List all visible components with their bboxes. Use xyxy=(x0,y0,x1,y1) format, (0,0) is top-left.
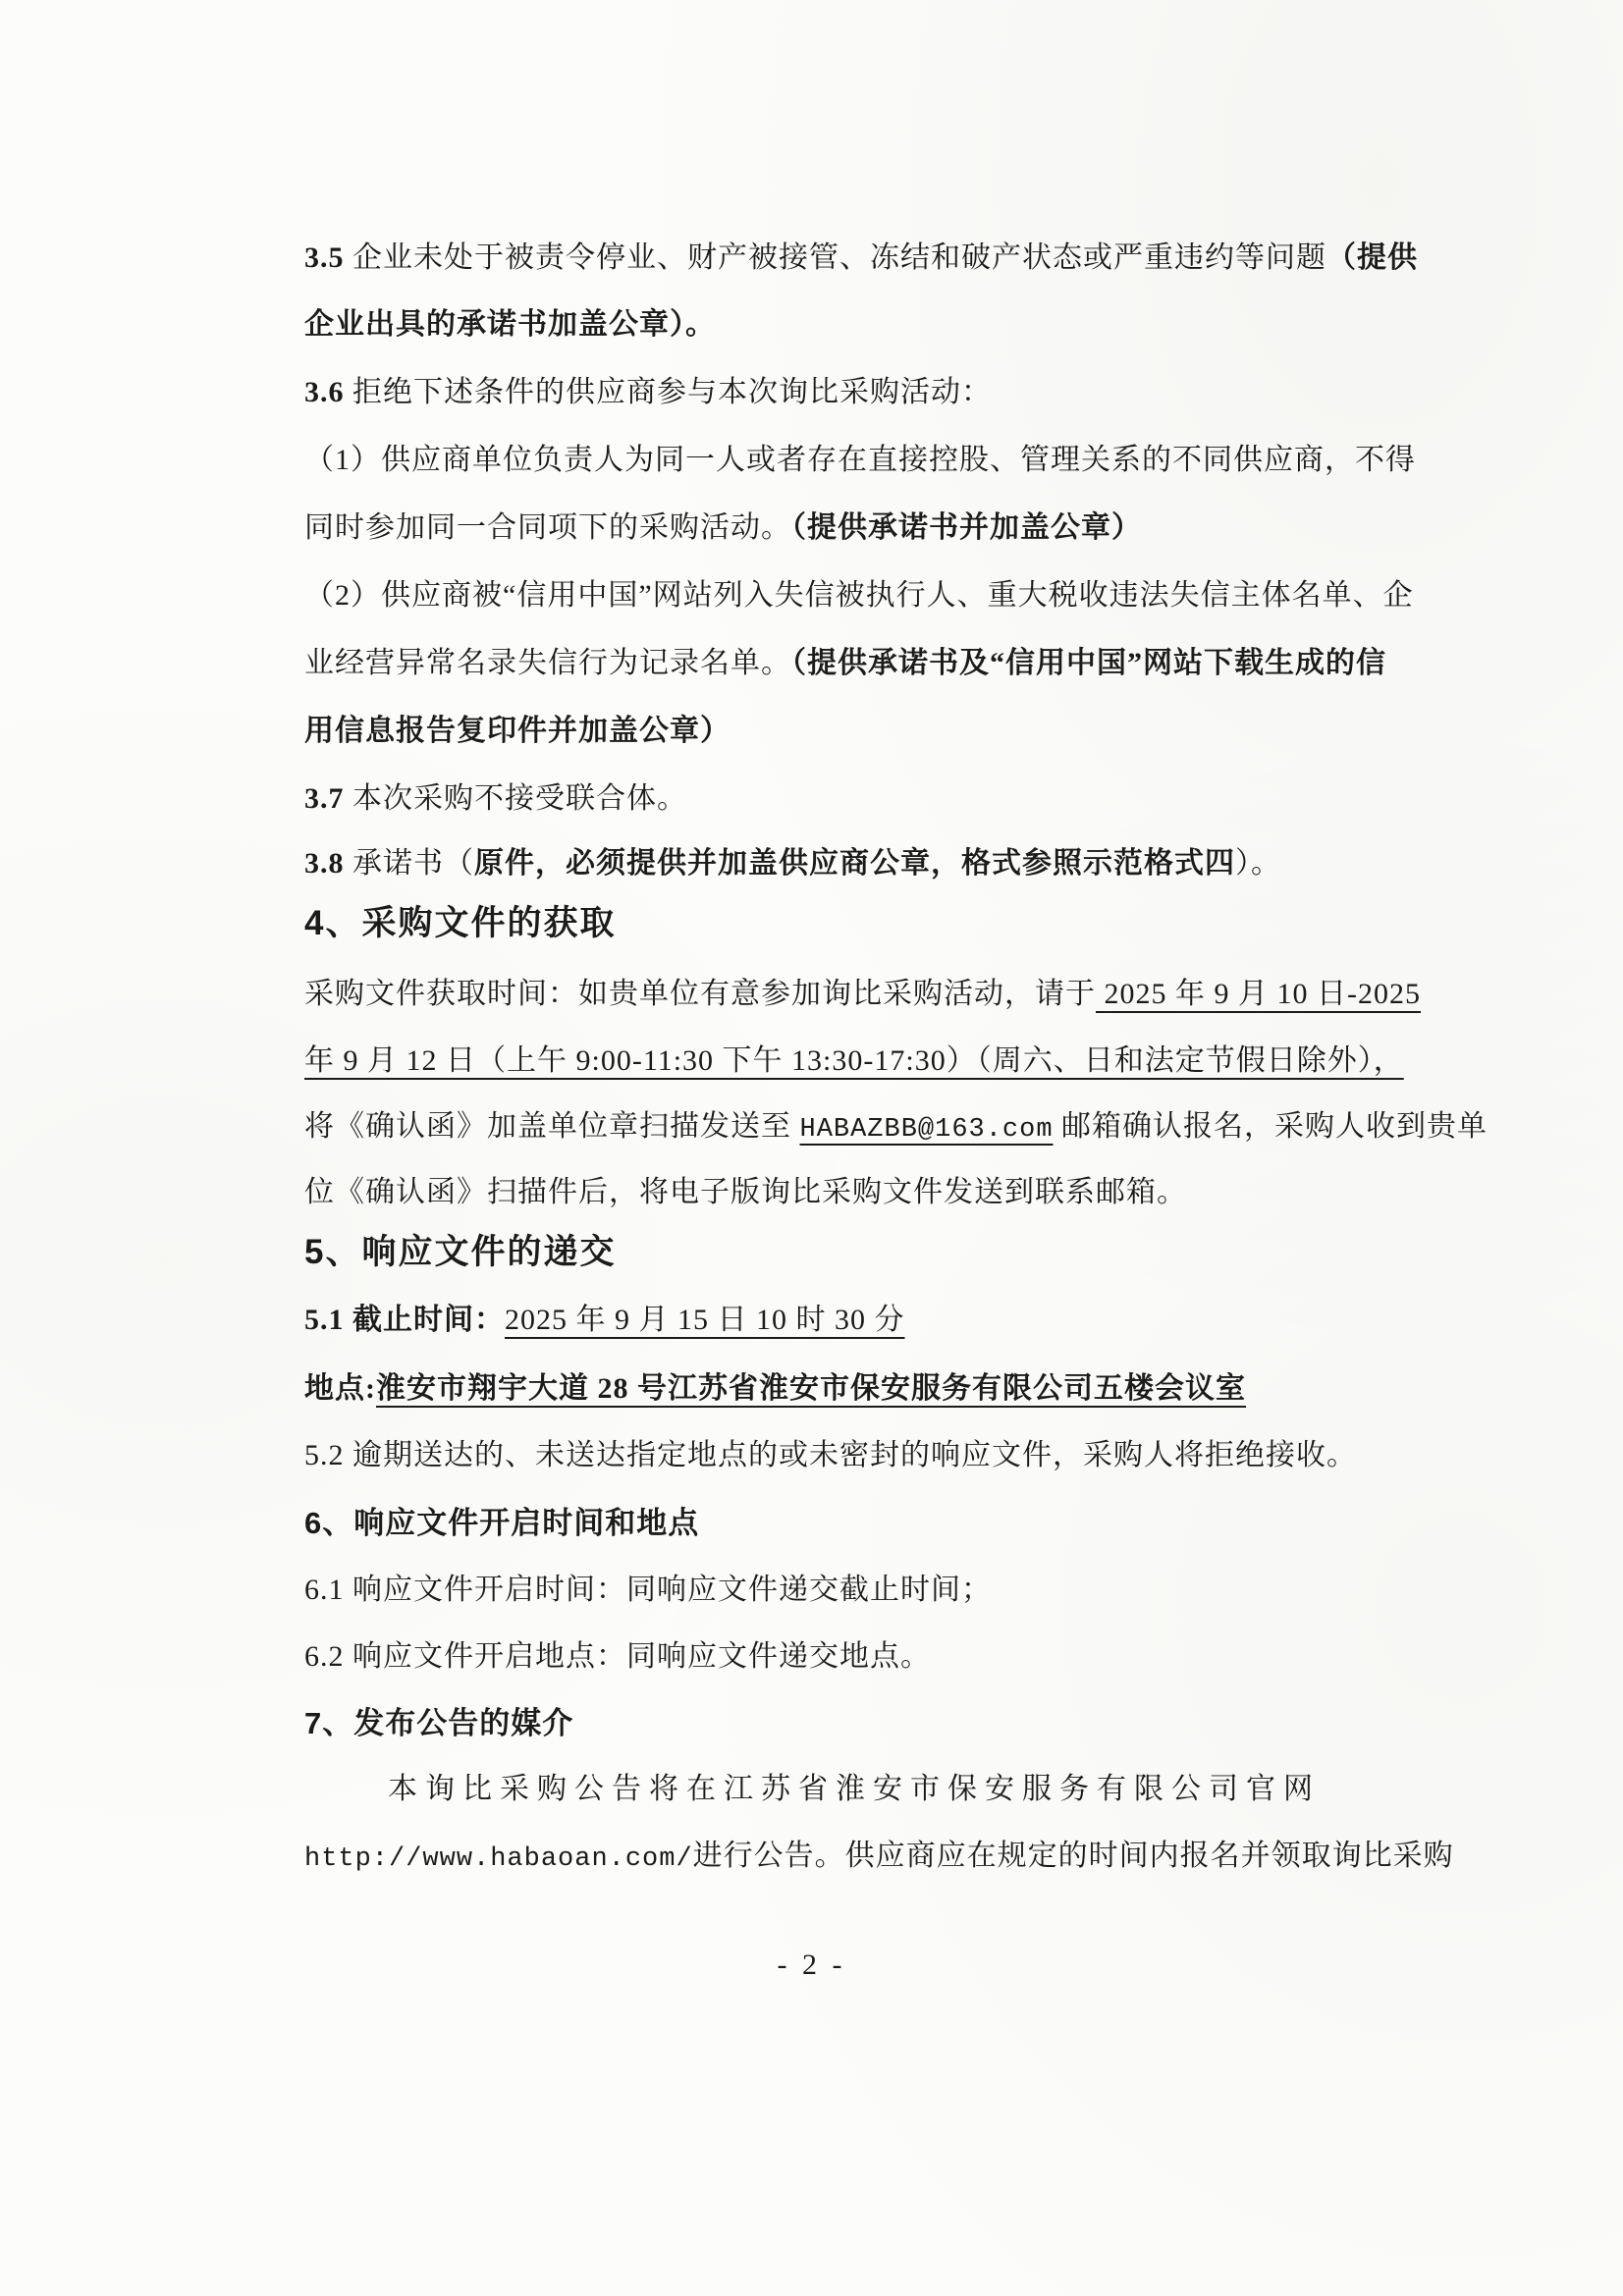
text-segment: ）。 xyxy=(1235,847,1281,880)
text-segment: 6.1 响应文件开启时间：同响应文件递交截止时间； xyxy=(304,1574,992,1606)
clause-3-6-item-2-line-3 xyxy=(304,709,730,754)
text-segment: （提供 xyxy=(1326,241,1418,274)
text-segment: 3.5 xyxy=(304,241,352,274)
text-segment: 地点: xyxy=(304,1372,376,1405)
clause-6-2 xyxy=(304,1634,931,1680)
section-7-line-2 xyxy=(304,1834,1454,1882)
text-segment: 进行公告。供应商应在规定的时间内报名并领取询比采购 xyxy=(692,1840,1454,1872)
text-segment: 将《确认函》加盖单位章扫描发送至 xyxy=(304,1110,800,1143)
clause-5-1-location xyxy=(304,1366,1246,1412)
clause-3-6 xyxy=(304,370,992,415)
text-segment: 企业出具的承诺书加盖公章）。 xyxy=(304,308,716,341)
clause-3-5-line-1 xyxy=(304,236,1418,281)
text-segment: 2025 年 9 月 15 日 10 时 30 分 xyxy=(505,1304,905,1336)
text-segment: 采购文件获取时间：如贵单位有意参加询比采购活动，请于 xyxy=(304,978,1096,1010)
text-segment: 7、发布公告的媒介 xyxy=(304,1706,574,1740)
text-segment: 5.1 xyxy=(304,1304,352,1336)
section-4-line-2 xyxy=(304,1039,1404,1084)
text-segment: 2025 年 9 月 10 日-2025 xyxy=(1096,978,1421,1010)
text-segment: （提供承诺书及“信用中国”网站下载生成的信 xyxy=(791,647,1386,679)
text-segment: 拒绝下述条件的供应商参与本次询比采购活动： xyxy=(352,376,992,408)
section-7-line-1 xyxy=(388,1767,1321,1812)
clause-3-6-item-1-line-1 xyxy=(304,438,1416,483)
text-segment: 3.8 xyxy=(304,847,352,880)
text-segment: 3.6 xyxy=(304,376,352,408)
text-segment: （提供承诺书并加盖公章） xyxy=(791,511,1142,544)
clause-5-1 xyxy=(304,1298,905,1343)
text-segment: 5.2 逾期送达的、未送达指定地点的或未密封的响应文件，采购人将拒绝接收。 xyxy=(304,1439,1357,1471)
text-segment: 承诺书（ xyxy=(352,847,474,880)
text-segment: 本次采购不接受联合体。 xyxy=(352,782,687,815)
text-segment: 位《确认函》扫描件后，将电子版询比采购文件发送到联系邮箱。 xyxy=(304,1176,1187,1208)
section-4-line-4 xyxy=(304,1170,1187,1215)
text-segment: 用信息报告复印件并加盖公章） xyxy=(304,715,730,747)
section-5-heading xyxy=(304,1230,616,1275)
text-segment: 业经营异常名录失信行为记录名单。 xyxy=(304,647,791,679)
text-segment: 本询比采购公告将在江苏省淮安市保安服务有限公司官网 xyxy=(388,1773,1321,1805)
text-segment: 截止时间： xyxy=(352,1304,505,1336)
text-segment: （1）供应商单位负责人为同一人或者存在直接控股、管理关系的不同供应商，不得 xyxy=(304,444,1416,476)
text-segment: 同时参加同一合同项下的采购活动。 xyxy=(304,511,791,544)
section-4-line-3 xyxy=(304,1104,1488,1152)
text-segment: 年 9 月 12 日（上午 9:00-11:30 下午 13:30-17:30）（周六、日和法定节假日除外）， xyxy=(304,1044,1404,1077)
text-segment: 邮箱确认报名，采购人收到贵单 xyxy=(1053,1110,1488,1143)
section-4-heading xyxy=(304,901,616,946)
text-segment: 3.7 xyxy=(304,782,352,815)
clause-3-6-item-2-line-1 xyxy=(304,573,1414,618)
clause-3-5-line-2 xyxy=(304,302,716,347)
text-segment: 5、响应文件的递交 xyxy=(304,1233,617,1271)
section-7-heading xyxy=(304,1701,573,1746)
text-segment: 原件，必须提供并加盖供应商公章，格式参照示范格式四 xyxy=(474,847,1235,880)
text-segment: http://www.habaoan.com/ xyxy=(304,1844,693,1874)
text-segment: HABAZBB@163.com xyxy=(799,1115,1054,1145)
clause-3-6-item-1-line-2 xyxy=(304,506,1142,551)
text-segment: 淮安市翔宇大道 28 号江苏省淮安市保安服务有限公司五楼会议室 xyxy=(376,1372,1246,1405)
section-6-heading xyxy=(304,1501,699,1546)
text-segment: 企业未处于被责令停业、财产被接管、冻结和破产状态或严重违约等问题 xyxy=(352,241,1326,274)
clause-3-6-item-2-line-2 xyxy=(304,641,1386,686)
text-segment: 4、采购文件的获取 xyxy=(304,904,617,942)
clause-5-2 xyxy=(304,1433,1357,1478)
clause-3-7 xyxy=(304,776,687,822)
page-number: - 2 - xyxy=(777,1949,846,1981)
clause-3-8 xyxy=(304,841,1281,886)
text-segment: （2）供应商被“信用中国”网站列入失信被执行人、重大税收违法失信主体名单、企 xyxy=(304,579,1414,612)
clause-6-1 xyxy=(304,1568,992,1613)
text-segment: 6.2 响应文件开启地点：同响应文件递交地点。 xyxy=(304,1640,931,1673)
section-4-line-1 xyxy=(304,972,1421,1017)
text-segment: 6、响应文件开启时间和地点 xyxy=(304,1506,700,1540)
